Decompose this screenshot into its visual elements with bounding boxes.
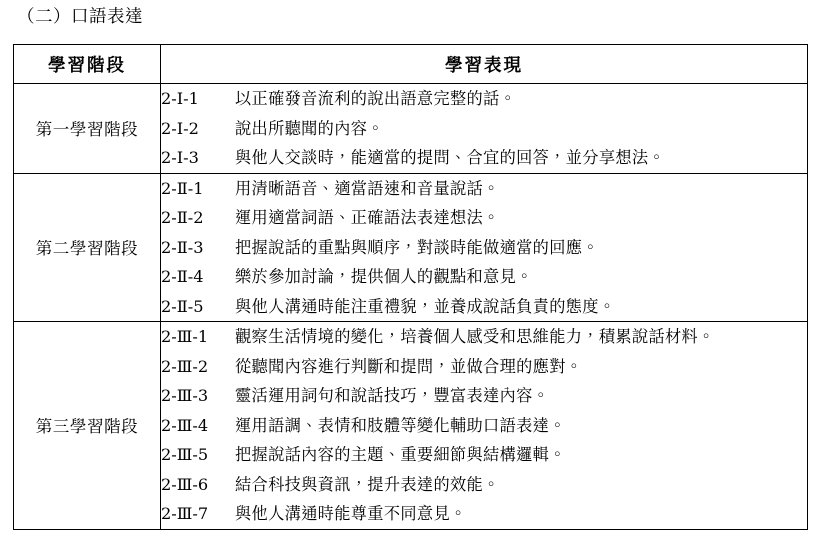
indicator-code: 2-Ⅲ-6: [161, 474, 209, 494]
indicator-code: 2-Ⅰ-2: [161, 118, 199, 138]
indicator-list: [161, 174, 807, 322]
indicator-text: 靈活運用詞句和說話技巧，豐富表達內容。: [235, 386, 550, 405]
table-row: [14, 84, 808, 174]
indicator-item: [161, 381, 807, 411]
column-header-performance: 學習表現: [161, 45, 808, 84]
stage-cell: 第二學習階段: [14, 173, 161, 322]
indicator-text: 與他人交談時，能適當的提問、合宜的回答，並分享想法。: [235, 148, 665, 167]
indicator-item: [161, 84, 807, 114]
indicator-code: 2-Ⅱ-2: [161, 208, 204, 227]
indicator-item: [161, 292, 807, 322]
performance-cell: [161, 84, 808, 174]
indicator-item: [161, 233, 807, 263]
table-header-row: [14, 45, 808, 84]
indicator-item: [161, 203, 807, 233]
indicator-code: 2-Ⅰ-1: [161, 89, 199, 108]
indicator-text: 樂於參加討論，提供個人的觀點和意見。: [235, 267, 533, 286]
indicator-item: [161, 499, 807, 529]
indicator-code: 2-Ⅲ-3: [161, 386, 209, 405]
indicator-text: 運用適當詞語、正確語法表達想法。: [235, 208, 500, 227]
indicator-code: 2-Ⅲ-7: [161, 504, 209, 523]
indicator-code: 2-Ⅲ-5: [161, 445, 209, 464]
indicator-item: [161, 440, 807, 470]
indicator-text: 把握說話內容的主題、重要細節與結構邏輯。: [235, 445, 566, 464]
indicator-item: [161, 114, 807, 144]
indicator-code: 2-Ⅱ-1: [161, 178, 204, 198]
performance-cell: [161, 322, 808, 530]
section-title: （二）口語表達: [17, 7, 143, 27]
indicator-code: 2-Ⅱ-5: [161, 296, 204, 316]
indicator-item: [161, 470, 807, 500]
indicator-text: 用清晰語音、適當語速和音量說話。: [235, 178, 500, 198]
indicator-code: 2-Ⅰ-3: [161, 148, 199, 167]
indicator-code: 2-Ⅱ-4: [161, 267, 204, 286]
stage-cell: 第一學習階段: [14, 84, 161, 174]
indicator-item: [161, 143, 807, 173]
indicator-list: [161, 322, 807, 529]
column-header-stage: 學習階段: [14, 45, 161, 84]
table-body: [14, 84, 808, 530]
indicator-text: 觀察生活情境的變化，培養個人感受和思維能力，積累說話材料。: [235, 327, 715, 346]
indicator-item: [161, 262, 807, 292]
indicator-text: 說出所聽聞的內容。: [235, 118, 384, 138]
indicator-text: 與他人溝通時能尊重不同意見。: [235, 504, 467, 523]
performance-cell: [161, 173, 808, 322]
table-row: [14, 322, 808, 530]
indicator-text: 把握說話的重點與順序，對談時能做適當的回應。: [235, 237, 599, 257]
indicator-code: 2-Ⅲ-1: [161, 327, 209, 346]
learning-performance-table: [13, 44, 808, 530]
indicator-text: 運用語調、表情和肢體等變化輔助口語表達。: [235, 415, 566, 435]
table-row: [14, 173, 808, 322]
indicator-item: [161, 174, 807, 204]
indicator-item: [161, 411, 807, 441]
indicator-text: 以正確發音流利的說出語意完整的話。: [235, 89, 517, 108]
indicator-list: [161, 84, 807, 173]
indicator-item: [161, 322, 807, 352]
indicator-text: 從聽聞內容進行判斷和提問，並做合理的應對。: [235, 356, 583, 376]
indicator-item: [161, 352, 807, 382]
table-header: [14, 45, 808, 84]
indicator-code: 2-Ⅲ-2: [161, 356, 209, 376]
indicator-text: 與他人溝通時能注重禮貌，並養成說話負責的態度。: [235, 296, 616, 316]
indicator-code: 2-Ⅱ-3: [161, 237, 204, 257]
indicator-code: 2-Ⅲ-4: [161, 415, 209, 435]
indicator-text: 結合科技與資訊，提升表達的效能。: [235, 474, 500, 494]
stage-cell: 第三學習階段: [14, 322, 161, 530]
